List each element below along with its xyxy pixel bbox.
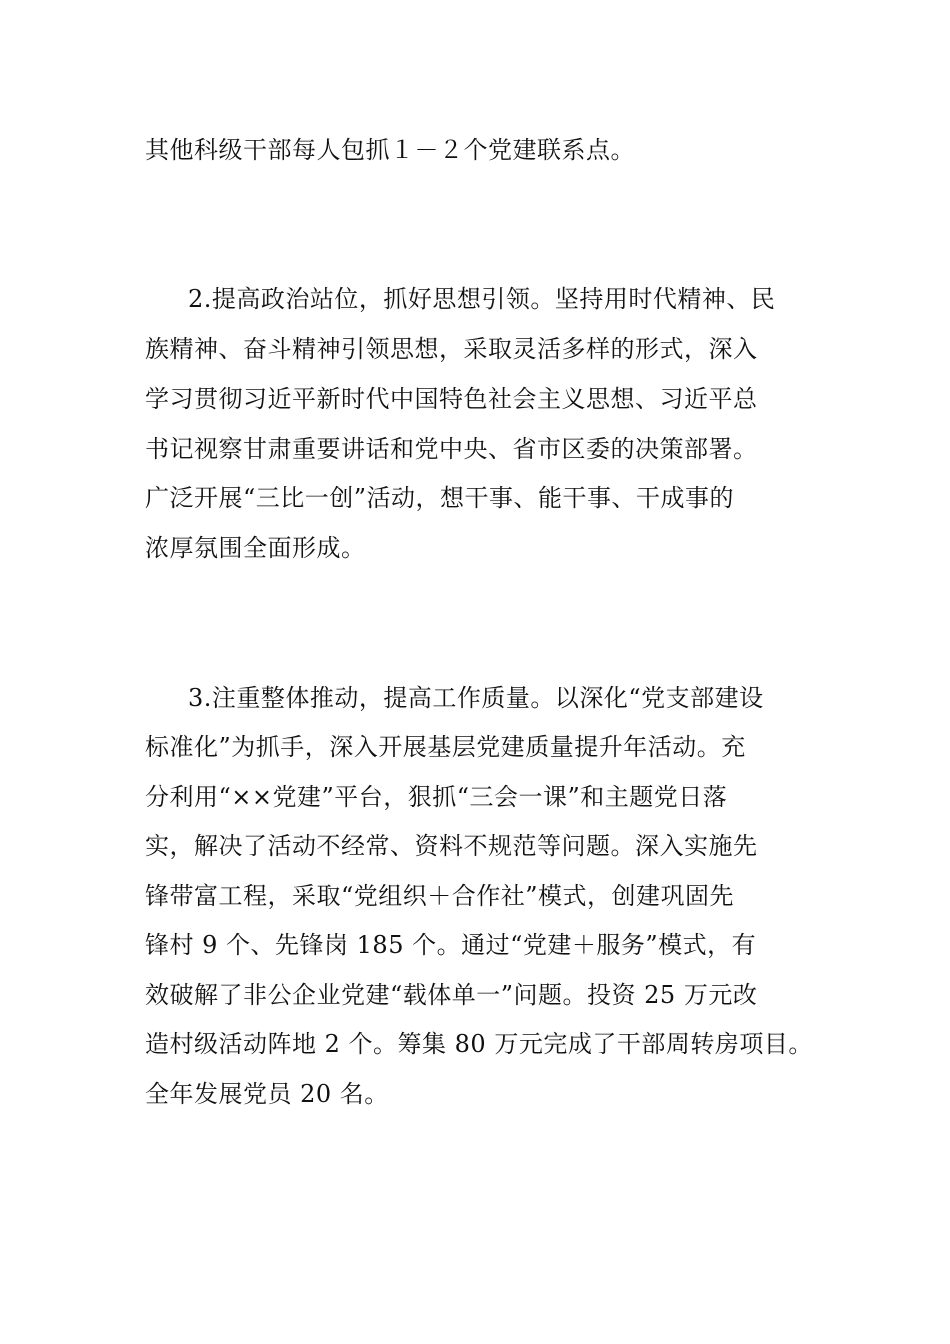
- paragraph-3-line-7: 效破解了非公企业党建“载体单一”问题。投资 25 万元改: [145, 981, 758, 1009]
- paragraph-3-line-9: 全年发展党员 20 名。: [145, 1080, 389, 1108]
- paragraph-3-line-4: 实，解决了活动不经常、资料不规范等问题。深入实施先: [145, 832, 758, 860]
- paragraph-2-line-6: 浓厚氛围全面形成。: [145, 534, 366, 562]
- paragraph-3-line-2: 标准化”为抓手，深入开展基层党建质量提升年活动。充: [145, 733, 746, 761]
- paragraph-2-line-3: 学习贯彻习近平新时代中国特色社会主义思想、习近平总: [145, 385, 758, 413]
- paragraph-2-line-5: 广泛开展“三比一创”活动，想干事、能干事、干成事的: [145, 484, 735, 512]
- paragraph-2-line-1: 2.提高政治站位，抓好思想引领。坚持用时代精神、民: [188, 285, 776, 313]
- paragraph-3-line-1: 3.注重整体推动，提高工作质量。以深化“党支部建设: [188, 684, 764, 712]
- carry-over-line-1: 其他科级干部每人包抓１－２个党建联系点。: [145, 136, 635, 164]
- paragraph-3-line-6: 锋村 9 个、先锋岗 185 个。通过“党建＋服务”模式，有: [145, 931, 757, 959]
- paragraph-3-line-3: 分利用“××党建”平台，狠抓“三会一课”和主题党日落: [145, 783, 728, 811]
- paragraph-3-line-5: 锋带富工程，采取“党组织＋合作社”模式，创建巩固先: [145, 882, 735, 910]
- paragraph-2-line-2: 族精神、奋斗精神引领思想，采取灵活多样的形式，深入: [145, 335, 758, 363]
- paragraph-3-line-8: 造村级活动阵地 2 个。筹集 80 万元完成了干部周转房项目。: [145, 1030, 813, 1058]
- paragraph-2-line-4: 书记视察甘肃重要讲话和党中央、省市区委的决策部署。: [145, 435, 758, 463]
